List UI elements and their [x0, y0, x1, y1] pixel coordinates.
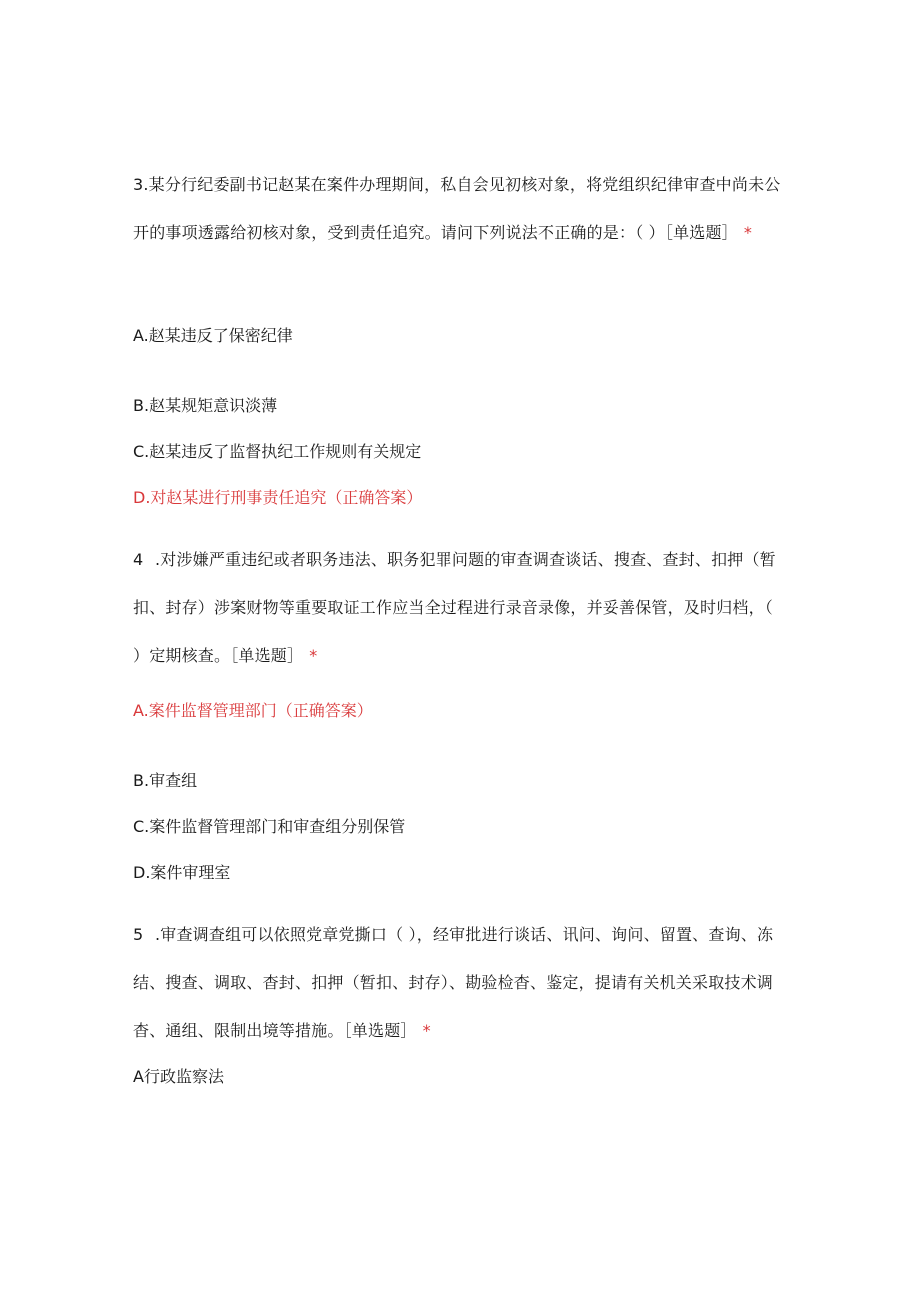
question-4-body: .对涉嫌严重违纪或者职务违法、职务犯罪问题的审查调查谈话、搜查、查封、扣押（暂扣、封存）涉案财物等重要取证工作应当全过程进行录音录像，并妥善保管，及时归档，（ ）定期核查。［单选题］ — [133, 550, 776, 665]
question-3-text — [133, 161, 783, 257]
question-3-option-d-correct[interactable]: D.对赵某进行刑事责任追究（正确答案） — [133, 488, 423, 507]
question-4-option-b[interactable]: B.审查组 — [133, 771, 198, 790]
question-4-number: 4 — [133, 550, 144, 569]
question-5-option-a[interactable]: A行政监察法 — [133, 1067, 224, 1086]
question-5-number: 5 — [133, 925, 144, 944]
question-3-option-c[interactable]: C.赵某违反了监督执纪工作规则有关规定 — [133, 442, 422, 461]
question-5-body: .审查调查组可以依照党章党撕口（ ），经审批进行谈话、讯问、询问、留置、查询、冻结、搜查、调取、杳封、扣押（暂扣、封存）、勘验检杳、鉴定，提请有关机关采取技术调杳、通组、限制出境等措施。［单选题］ — [133, 925, 774, 1040]
required-marker: * — [422, 1021, 431, 1040]
question-4-text — [133, 536, 783, 680]
question-4-option-d[interactable]: D.案件审理室 — [133, 863, 231, 882]
question-4-option-a-correct[interactable]: A.案件监督管理部门（正确答案） — [133, 701, 373, 720]
question-3-option-a[interactable]: A.赵某违反了保密纪律 — [133, 326, 293, 345]
required-marker: * — [743, 223, 753, 242]
question-4-option-c[interactable]: C.案件监督管理部门和审查组分别保管 — [133, 817, 406, 836]
question-3-number: 3. — [133, 175, 149, 194]
question-5-text — [133, 911, 783, 1055]
question-3-body: 某分行纪委副书记赵某在案件办理期间，私自会见初核对象，将党组织纪律审查中尚未公开的事项透露给初核对象，受到责任追究。请问下列说法不正确的是：（ ）［单选题］ — [133, 175, 781, 242]
required-marker: * — [309, 646, 318, 665]
question-3-option-b[interactable]: B.赵某规矩意识淡薄 — [133, 396, 278, 415]
